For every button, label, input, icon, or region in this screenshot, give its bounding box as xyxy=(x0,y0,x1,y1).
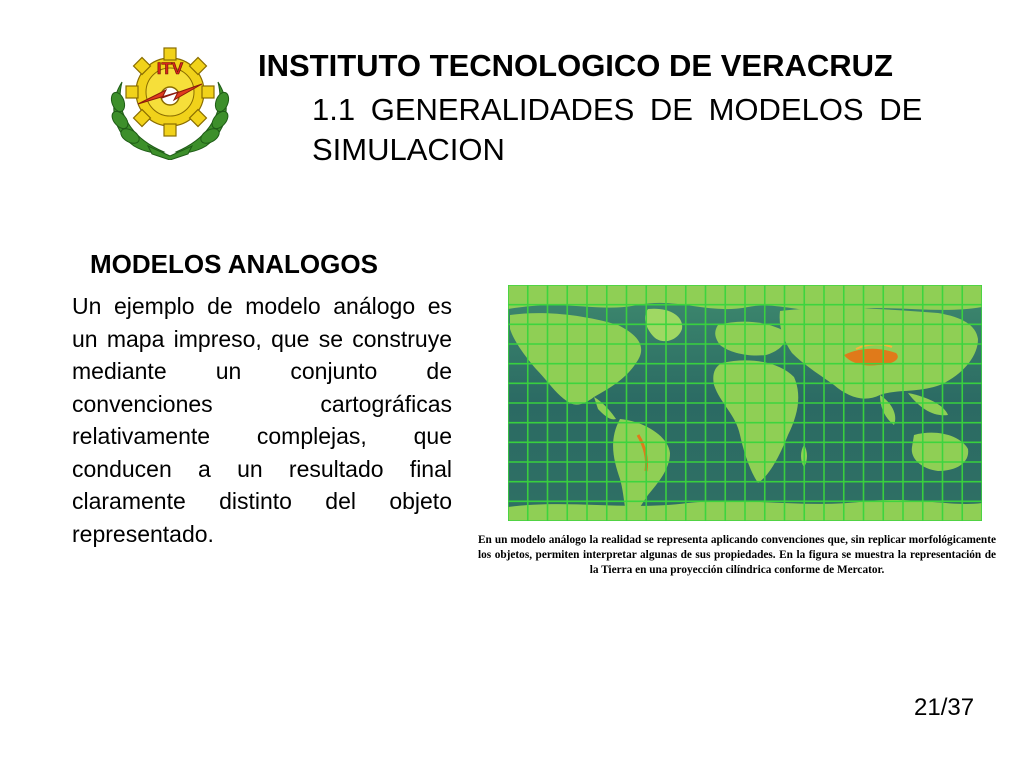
body-paragraph: Un ejemplo de modelo análogo es un mapa impreso, que se construye mediante un conjunto de convenciones cartográficas relativamente complejas, que conducen a un resultado final claramente distinto del objeto representado. xyxy=(72,293,452,547)
slide-title: 1.1 GENERALIDADES DE MODELOS DE SIMULACION xyxy=(312,92,923,167)
svg-text:ITV: ITV xyxy=(156,59,184,78)
gear-laurel-emblem-icon xyxy=(104,42,236,160)
section-heading: MODELOS ANALOGOS xyxy=(90,249,378,279)
institution-title: INSTITUTO TECNOLOGICO DE VERACRUZ xyxy=(258,48,893,83)
page-number: 21/37 xyxy=(914,694,975,721)
mercator-world-map-icon xyxy=(508,285,982,521)
figure-caption: En un modelo análogo la realidad se representa aplicando convenciones que, sin replicar morfológicamente los objetos, permiten interpretar algunas de sus propiedades. En la figura se muestra la representación de la Tierra en una proyección cilíndrica conforme de Mercator. xyxy=(478,534,996,576)
mercator-map xyxy=(508,285,982,521)
itv-logo xyxy=(104,42,236,160)
